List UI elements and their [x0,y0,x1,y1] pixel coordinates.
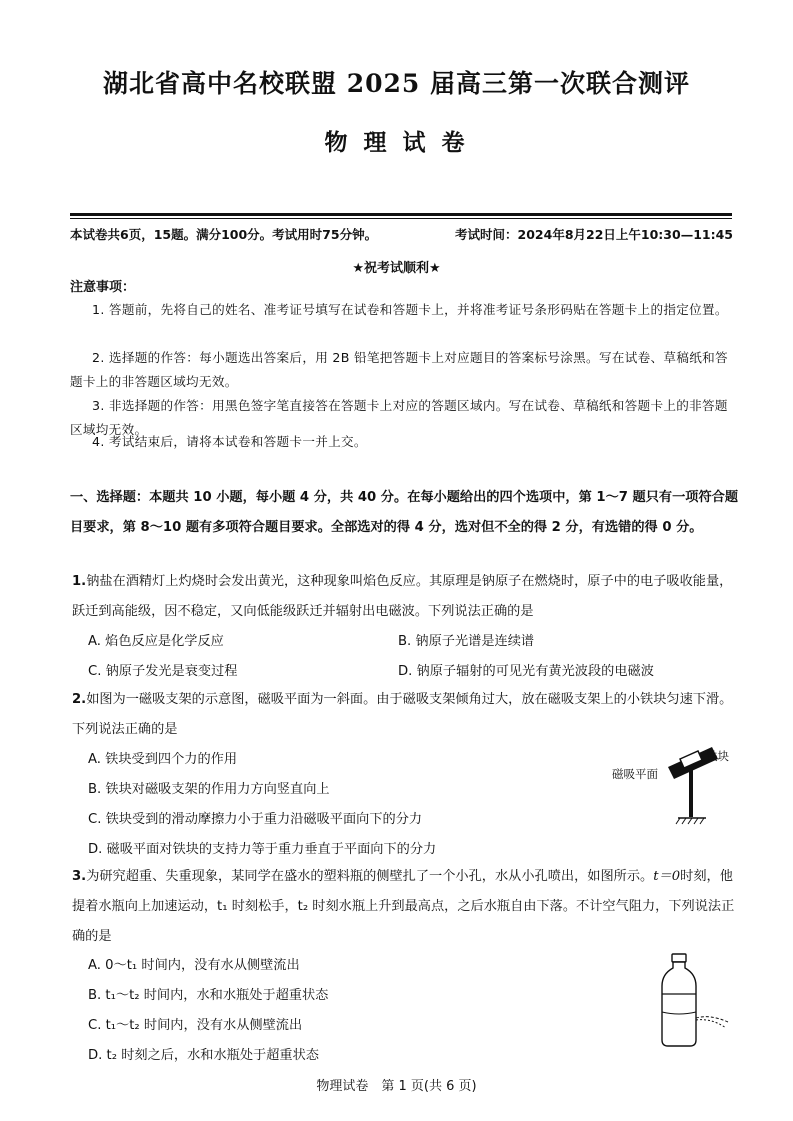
exam-info: 本试卷共6页，15题。满分100分。考试用时75分钟。 [70,227,378,242]
option-a: A. 铁块受到四个力的作用 [88,752,238,767]
bottle-body [662,962,696,1046]
notice-item: 3. 非选择题的作答：用黑色签字笔直接答在答题卡上对应的答题区域内。写在试卷、草稿纸和答题卡上的非答题区域均无效。 [70,398,728,437]
notice-item: 4. 考试结束后，请将本试卷和答题卡一并上交。 [92,434,367,449]
bottle-cap [672,954,686,962]
exam-subject: 物 理 试 卷 [324,129,469,156]
exam-time: 考试时间：2024年8月22日上午10:30—11:45 [455,227,733,242]
section-body: 在每小题给出的四个选项中，第 1～7 题只有一项符合题目要求，第 8～10 题有多项符合题目要求。全部选对的得 4 分，选对但不全的得 2 分，有选错的得 0 分。 [70,490,739,535]
option-b: B. t₁～t₂ 时间内，水和水瓶处于超重状态 [88,988,329,1003]
notice-heading: 注意事项： [70,280,136,295]
question-3 [72,862,740,952]
question-stem: 钠盐在酒精灯上灼烧时会发出黄光，这种现象叫焰色反应。其原理是钠原子在燃烧时，原子中的电子吸收能量，跃迁到高能级，因不稳定，又向低能级跃迁并辐射出电磁波。下列说法正确的是 [72,574,733,619]
question-number: 2. [72,692,87,707]
good-luck-banner: ★祝考试顺利★ [352,261,441,276]
question-stem: 时刻，他提着水瓶向上加速运动，t₁ 时刻松手，t₂ 时刻水瓶上升到最高点，之后水瓶自由下落。不计空气阻力，下列说法正确的是 [72,869,735,944]
exam-title: 湖北省高中名校联盟 2025 届高三第一次联合测评 [103,69,690,98]
section-instructions [70,483,742,543]
option-c: C. 铁块受到的滑动摩擦力小于重力沿磁吸平面向下的分力 [88,812,423,827]
question-number: 3. [72,869,87,884]
notice-item: 2. 选择题的作答：每小题选出答案后，用 2B 铅笔把答题卡上对应题目的答案标号涂黑。写在试卷、草稿纸和答题卡上的非答题区域均无效。 [70,350,728,389]
magnet-plane-label: 磁吸平面 [612,767,658,781]
option-a: A. 0～t₁ 时间内，没有水从侧壁流出 [88,958,300,973]
option-a: A. 焰色反应是化学反应 [88,634,224,649]
option-d: D. 磁吸平面对铁块的支持力等于重力垂直于平面向下的分力 [88,842,437,857]
question-number: 1. [72,574,87,589]
question-1 [72,567,740,627]
page-footer: 物理试卷 第 1 页(共 6 页) [316,1079,477,1094]
option-d: D. 钠原子辐射的可见光有黄光波段的电磁波 [398,664,654,679]
option-b: B. 钠原子光谱是连续谱 [398,634,535,649]
option-d: D. t₂ 时刻之后，水和水瓶处于超重状态 [88,1048,319,1063]
water-jet [696,1020,726,1028]
header-rule-thick [70,213,732,216]
notice-item: 1. 答题前，先将自己的姓名、准考证号填写在试卷和答题卡上，并将准考证号条形码贴在答题卡上的指定位置。 [92,302,728,317]
question-stem: 为研究超重、失重现象，某同学在盛水的塑料瓶的侧壁扎了一个小孔，水从小孔喷出，如图所示。 [86,869,654,884]
iron-block-label: 铁块 [706,749,729,763]
header-rule-thin [70,218,732,219]
question-stem: 如图为一磁吸支架的示意图，磁吸平面为一斜面。由于磁吸支架倾角过大，放在磁吸支架上的小铁块匀速下滑。下列说法正确的是 [72,692,733,737]
option-b: B. 铁块对磁吸支架的作用力方向竖直向上 [88,782,330,797]
option-c: C. 钠原子发光是衰变过程 [88,664,238,679]
question-2 [72,685,740,745]
section-heading: 一、选择题：本题共 10 小题，每小题 4 分，共 40 分。 [70,490,408,505]
option-c: C. t₁～t₂ 时间内，没有水从侧壁流出 [88,1018,303,1033]
question-stem-t0: t＝0 [653,869,681,884]
water-bottle-figure [650,952,740,1052]
ground-hatch [676,818,704,824]
